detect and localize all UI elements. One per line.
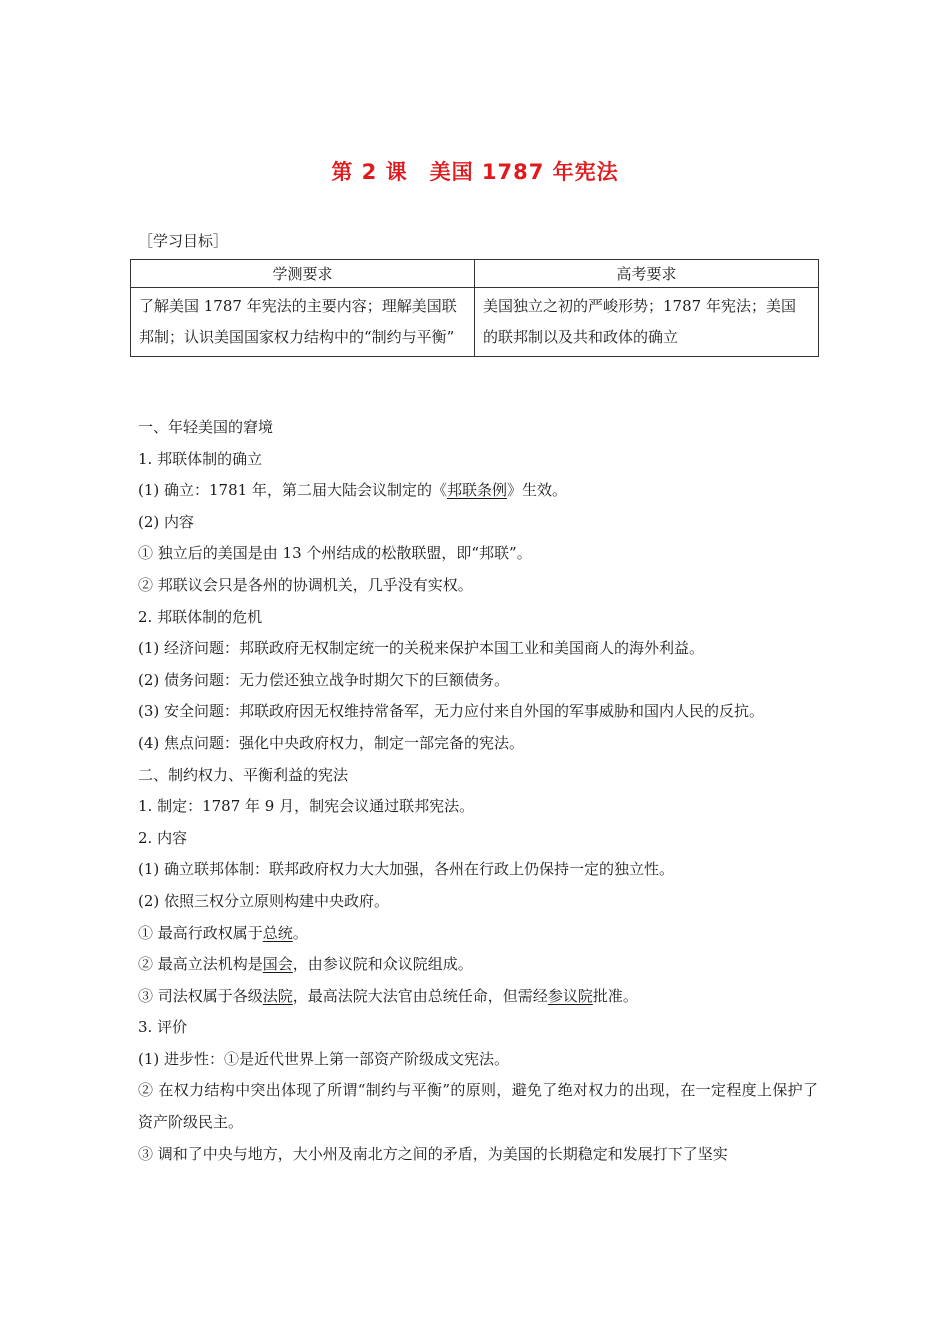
- paragraph: (2) 依照三权分立原则构建中央政府。: [138, 891, 390, 910]
- table-cell: 了解美国 1787 年宪法的主要内容；理解美国联邦制；认识美国国家权力结构中的“制约与平衡”: [131, 288, 475, 357]
- paragraph: (1) 确立联邦体制：联邦政府权力大大加强，各州在行政上仍保持一定的独立性。: [138, 860, 675, 879]
- table-row: [131, 288, 819, 357]
- table-cell: 美国独立之初的严峻形势；1787 年宪法；美国的联邦制以及共和政体的确立: [475, 288, 819, 357]
- underlined-answer: 邦联条例: [446, 481, 507, 500]
- paragraph: (3) 安全问题：邦联政府因无权维持常备军，无力应付来自外国的军事威胁和国内人民的反抗。: [138, 702, 765, 721]
- requirements-table: [130, 259, 819, 357]
- paragraph: (4) 焦点问题：强化中央政府权力，制定一部完备的宪法。: [138, 733, 525, 752]
- paragraph: ① 独立后的美国是由 13 个州结成的松散联盟，即“邦联”。: [138, 544, 532, 563]
- subsection-heading: 2. 邦联体制的危机: [138, 607, 263, 626]
- text: 批准。: [592, 986, 638, 1005]
- paragraph: [138, 981, 818, 1013]
- paragraph: (1) 经济问题：邦联政府无权制定统一的关税来保护本国工业和美国商人的海外利益。: [138, 639, 705, 658]
- table-header-row: [131, 260, 819, 288]
- paragraph: [138, 918, 818, 950]
- paragraph: ② 邦联议会只是各州的协调机关，几乎没有实权。: [138, 575, 473, 594]
- text: ，最高法院大法官由总统任命，但需经: [292, 986, 548, 1005]
- paragraph: [138, 475, 818, 507]
- text: 。: [292, 923, 308, 942]
- underlined-answer: 参议院: [547, 986, 593, 1005]
- subsection-heading: 2. 内容: [138, 828, 188, 847]
- lesson-body: [138, 412, 818, 1170]
- subsection-heading: 1. 邦联体制的确立: [138, 449, 263, 468]
- page-title: [0, 156, 950, 186]
- text: (1) 确立：1781 年，第二届大陆会议制定的《: [138, 481, 447, 500]
- section-heading: 一、年轻美国的窘境: [138, 418, 274, 436]
- underlined-answer: 法院: [262, 986, 293, 1005]
- text: ③ 司法权属于各级: [138, 986, 263, 1005]
- table-header-cell: 学测要求: [131, 260, 475, 288]
- paragraph: [138, 949, 818, 981]
- section-heading: 二、制约权力、平衡利益的宪法: [138, 765, 349, 784]
- underlined-answer: 国会: [262, 955, 293, 974]
- lesson-number: 第 2 课: [331, 160, 408, 184]
- paragraph: (1) 进步性：①是近代世界上第一部资产阶级成文宪法。: [138, 1049, 510, 1068]
- paragraph: ③ 调和了中央与地方，大小州及南北方之间的矛盾，为美国的长期稳定和发展打下了坚实: [138, 1144, 728, 1163]
- paragraph: ② 在权力结构中突出体现了所谓“制约与平衡”的原则，避免了绝对权力的出现，在一定程度上保护了资产阶级民主。: [138, 1081, 818, 1132]
- paragraph: (2) 债务问题：无力偿还独立战争时期欠下的巨额债务。: [138, 670, 510, 689]
- lesson-name: 美国 1787 年宪法: [429, 160, 619, 184]
- subsection-heading: 1. 制定：1787 年 9 月，制宪会议通过联邦宪法。: [138, 797, 475, 816]
- text: ① 最高行政权属于: [138, 923, 263, 942]
- text: ，由参议院和众议院组成。: [292, 955, 473, 974]
- subsection-heading: 3. 评价: [138, 1018, 188, 1037]
- text: 》生效。: [506, 481, 567, 500]
- underlined-answer: 总统: [262, 923, 293, 942]
- table-header-cell: 高考要求: [475, 260, 819, 288]
- learning-goals-label: ［学习目标］: [138, 232, 229, 250]
- paragraph: (2) 内容: [138, 512, 195, 531]
- text: ② 最高立法机构是: [138, 955, 263, 974]
